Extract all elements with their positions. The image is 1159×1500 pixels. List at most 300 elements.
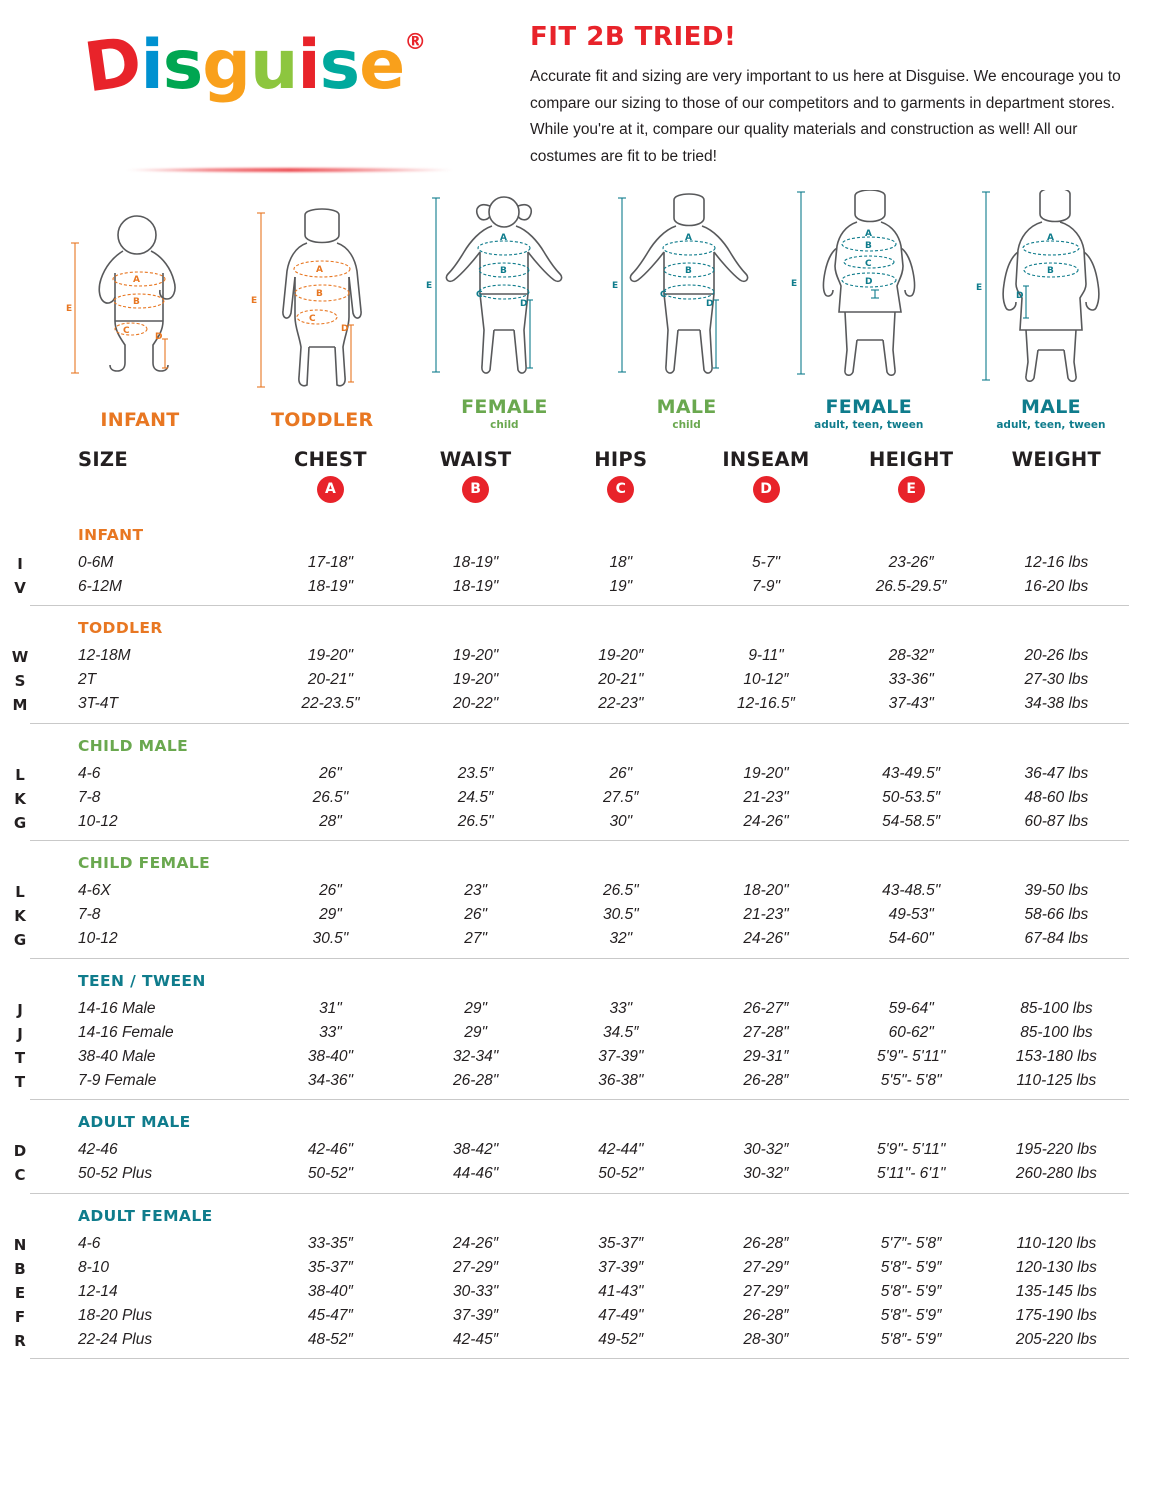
cell-chest: 26.5" bbox=[312, 788, 349, 806]
table-row bbox=[30, 1304, 1129, 1328]
svg-text:E: E bbox=[66, 303, 73, 314]
cell-weight: 85-100 lbs bbox=[1020, 999, 1093, 1017]
cell-waist: 26.5" bbox=[457, 812, 494, 830]
female-child-diagram bbox=[424, 190, 584, 390]
cell-waist: 19-20" bbox=[453, 647, 499, 665]
cell-size: 0-6M bbox=[78, 553, 114, 571]
figure-toddler bbox=[242, 203, 402, 431]
cell-inseam: 21-23" bbox=[743, 788, 789, 806]
cell-waist: 27-29″ bbox=[453, 1258, 499, 1276]
cell-chest: 30.5" bbox=[312, 930, 349, 948]
cell-hips: 22-23" bbox=[598, 695, 644, 713]
cell-size: 7-9 Female bbox=[78, 1071, 157, 1089]
margin-letter: R bbox=[14, 1331, 26, 1350]
cell-hips: 26.5" bbox=[602, 882, 639, 900]
cell-height: 5'11"- 6'1" bbox=[877, 1165, 946, 1183]
svg-text:A: A bbox=[133, 274, 140, 285]
badge-cell-e bbox=[839, 475, 984, 513]
group-divider bbox=[30, 951, 1129, 958]
margin-letter: E bbox=[14, 1283, 26, 1302]
badge-e: E bbox=[898, 476, 925, 503]
cell-weight: 135-145 lbs bbox=[1015, 1282, 1097, 1300]
cell-chest: 28" bbox=[319, 812, 342, 830]
cell-size: 42-46 bbox=[78, 1141, 118, 1159]
cell-hips: 18" bbox=[609, 553, 633, 571]
cell-size: 8-10 bbox=[78, 1258, 110, 1276]
margin-letter: K bbox=[14, 907, 26, 926]
logo-letter-s: s bbox=[162, 26, 203, 105]
cell-inseam: 5-7" bbox=[752, 553, 780, 571]
cell-weight: 67-84 lbs bbox=[1024, 930, 1089, 948]
table-row bbox=[30, 762, 1129, 786]
cell-inseam: 19-20" bbox=[743, 764, 789, 782]
cell-height: 54-58.5″ bbox=[882, 812, 941, 830]
column-header-hips: HIPS bbox=[594, 447, 648, 471]
cell-inseam: 26-28″ bbox=[743, 1306, 789, 1324]
cell-inseam: 18-20" bbox=[743, 882, 789, 900]
female-child-body-svg bbox=[424, 190, 584, 390]
cell-height: 5'8″- 5'9″ bbox=[880, 1330, 942, 1348]
cell-waist: 24.5″ bbox=[457, 788, 494, 806]
table-row bbox=[30, 551, 1129, 575]
size-chart-body bbox=[30, 513, 1129, 1359]
cell-height: 33-36" bbox=[888, 671, 934, 689]
table-row bbox=[30, 692, 1129, 716]
cell-height: 5'7″- 5'8″ bbox=[880, 1234, 942, 1252]
cell-chest: 17-18" bbox=[307, 553, 354, 571]
cell-weight: 20-26 lbs bbox=[1024, 647, 1089, 665]
male-child-diagram bbox=[612, 190, 762, 390]
group-header-label: TODDLER bbox=[78, 619, 163, 638]
cell-weight: 27-30 lbs bbox=[1024, 671, 1089, 689]
svg-text:B: B bbox=[133, 296, 140, 307]
svg-text:D: D bbox=[155, 331, 163, 342]
male-adult-diagram bbox=[976, 190, 1126, 390]
cell-waist: 42-45″ bbox=[453, 1330, 499, 1348]
group-header-label: ADULT MALE bbox=[78, 1113, 191, 1132]
cell-height: 5'5"- 5'8" bbox=[880, 1071, 942, 1089]
cell-weight: 110-120 lbs bbox=[1016, 1234, 1097, 1252]
cell-hips: 32" bbox=[609, 930, 633, 948]
svg-text:C: C bbox=[659, 289, 667, 300]
cell-height: 5'8"- 5'9″ bbox=[880, 1282, 942, 1300]
cell-hips: 47-49" bbox=[598, 1306, 644, 1324]
male-child-body-svg bbox=[612, 190, 762, 390]
cell-inseam: 24-26" bbox=[743, 812, 789, 830]
svg-text:C: C bbox=[864, 258, 872, 269]
cell-height: 5'9"- 5'11" bbox=[877, 1047, 946, 1065]
group-divider bbox=[30, 1093, 1129, 1100]
group-header-row bbox=[30, 513, 1129, 551]
cell-inseam: 29-31″ bbox=[743, 1047, 789, 1065]
cell-height: 5'8"- 5'9″ bbox=[880, 1306, 942, 1324]
margin-letter: I bbox=[17, 554, 23, 573]
cell-hips: 37-39″ bbox=[598, 1258, 644, 1276]
cell-size: 4-6X bbox=[78, 882, 111, 900]
group-header-row bbox=[30, 606, 1129, 645]
intro-block bbox=[530, 18, 1129, 171]
margin-letter: D bbox=[13, 1142, 27, 1161]
table-row bbox=[30, 1328, 1129, 1352]
cell-hips: 19-20″ bbox=[598, 647, 644, 665]
table-row bbox=[30, 786, 1129, 810]
svg-text:B: B bbox=[500, 265, 508, 276]
cell-waist: 37-39″ bbox=[453, 1306, 499, 1324]
svg-text:A: A bbox=[864, 228, 872, 239]
cell-weight: 205-220 lbs bbox=[1015, 1330, 1097, 1348]
table-row bbox=[30, 1045, 1129, 1069]
male-adult-body-svg bbox=[976, 190, 1126, 390]
cell-chest: 45-47″ bbox=[307, 1306, 353, 1324]
cell-height: 5'9"- 5'11" bbox=[877, 1141, 946, 1159]
cell-inseam: 7-9" bbox=[752, 577, 780, 595]
margin-letter: L bbox=[15, 765, 25, 784]
svg-text:B: B bbox=[684, 265, 692, 276]
table-row bbox=[30, 1256, 1129, 1280]
cell-waist: 26-28" bbox=[453, 1071, 499, 1089]
svg-text:D: D bbox=[1015, 290, 1024, 301]
cell-size: 22-24 Plus bbox=[78, 1330, 153, 1348]
column-header-chest: CHEST bbox=[294, 447, 367, 471]
margin-letter: J bbox=[17, 1024, 23, 1043]
badge-cell-a bbox=[258, 475, 403, 513]
cell-chest: 38-40″ bbox=[307, 1282, 353, 1300]
svg-text:A: A bbox=[316, 264, 324, 275]
cell-chest: 20-21" bbox=[307, 671, 354, 689]
cell-chest: 29" bbox=[319, 906, 342, 924]
cell-hips: 27.5″ bbox=[602, 788, 639, 806]
group-divider-line bbox=[30, 599, 1129, 606]
infant-body-svg bbox=[65, 213, 215, 403]
figure-female-child bbox=[424, 190, 584, 431]
figure-sub-female-adult: adult, teen, tween bbox=[814, 418, 924, 431]
cell-size: 14-16 Male bbox=[78, 999, 156, 1017]
cell-weight: 16-20 lbs bbox=[1024, 577, 1089, 595]
table-row bbox=[30, 1069, 1129, 1093]
measurement-badge-row bbox=[30, 475, 1129, 513]
cell-inseam: 30-32″ bbox=[743, 1141, 789, 1159]
table-row bbox=[30, 810, 1129, 834]
cell-size: 10-12 bbox=[78, 812, 118, 830]
cell-chest: 42-46" bbox=[307, 1141, 354, 1159]
cell-waist: 23.5″ bbox=[457, 764, 494, 782]
cell-hips: 37-39" bbox=[598, 1047, 644, 1065]
table-row bbox=[30, 668, 1129, 692]
cell-height: 37-43" bbox=[888, 695, 934, 713]
badge-cell-c bbox=[548, 475, 693, 513]
figure-label-male-child: MALE bbox=[656, 395, 717, 418]
cell-size: 4-6 bbox=[78, 1234, 101, 1252]
cell-size: 3T-4T bbox=[78, 695, 118, 713]
cell-chest: 26" bbox=[319, 764, 342, 782]
svg-text:A: A bbox=[684, 232, 692, 243]
svg-text:A: A bbox=[500, 232, 508, 243]
cell-chest: 50-52" bbox=[307, 1165, 354, 1183]
column-header-inseam: INSEAM bbox=[722, 447, 810, 471]
cell-height: 43-49.5″ bbox=[882, 764, 941, 782]
cell-weight: 36-47 lbs bbox=[1024, 764, 1089, 782]
table-row bbox=[30, 575, 1129, 599]
margin-letter: V bbox=[14, 578, 26, 597]
cell-height: 59-64" bbox=[888, 999, 934, 1017]
cell-hips: 26" bbox=[609, 764, 633, 782]
table-row bbox=[30, 1021, 1129, 1045]
cell-waist: 38-42" bbox=[453, 1141, 499, 1159]
cell-waist: 44-46" bbox=[453, 1165, 499, 1183]
group-divider-line bbox=[30, 716, 1129, 723]
cell-waist: 27" bbox=[464, 930, 487, 948]
size-chart-table bbox=[30, 447, 1129, 1360]
table-row bbox=[30, 1138, 1129, 1162]
cell-weight: 260-280 lbs bbox=[1015, 1165, 1097, 1183]
cell-chest: 38-40" bbox=[307, 1047, 354, 1065]
badge-cell-empty bbox=[984, 475, 1129, 513]
figure-label-toddler: TODDLER bbox=[270, 408, 374, 431]
table-row bbox=[30, 1162, 1129, 1186]
figure-row bbox=[0, 171, 1159, 431]
svg-text:C: C bbox=[476, 289, 483, 300]
group-divider bbox=[30, 1352, 1129, 1359]
toddler-body-svg bbox=[247, 207, 397, 403]
cell-weight: 48-60 lbs bbox=[1024, 788, 1089, 806]
margin-letter: J bbox=[17, 1000, 23, 1019]
table-row bbox=[30, 879, 1129, 903]
cell-inseam: 28-30″ bbox=[743, 1330, 789, 1348]
cell-hips: 36-38" bbox=[598, 1071, 644, 1089]
cell-height: 50-53.5″ bbox=[882, 788, 941, 806]
svg-text:C: C bbox=[309, 313, 316, 324]
table-row bbox=[30, 1232, 1129, 1256]
margin-letter: K bbox=[14, 789, 26, 808]
group-header-row bbox=[30, 958, 1129, 997]
group-divider-line bbox=[30, 834, 1129, 841]
table-row bbox=[30, 927, 1129, 951]
cell-inseam: 10-12″ bbox=[743, 671, 789, 689]
cell-height: 28-32″ bbox=[888, 647, 934, 665]
cell-size: 12-18M bbox=[78, 647, 131, 665]
badge-d: D bbox=[753, 476, 780, 503]
svg-text:E: E bbox=[611, 280, 618, 291]
figure-label-female-child: FEMALE bbox=[461, 395, 548, 418]
logo-letter-i: i bbox=[140, 26, 163, 105]
cell-weight: 39-50 lbs bbox=[1024, 882, 1089, 900]
logo-letter-g: g bbox=[202, 26, 250, 105]
cell-chest: 33-35″ bbox=[307, 1234, 353, 1252]
cell-inseam: 12-16.5″ bbox=[736, 695, 796, 713]
cell-weight: 60-87 lbs bbox=[1024, 812, 1089, 830]
cell-weight: 153-180 lbs bbox=[1015, 1047, 1097, 1065]
cell-waist: 29" bbox=[464, 999, 487, 1017]
cell-waist: 26" bbox=[464, 906, 487, 924]
group-header-row bbox=[30, 723, 1129, 762]
group-header-label: TEEN / TWEEN bbox=[78, 971, 206, 990]
cell-inseam: 27-29″ bbox=[743, 1282, 789, 1300]
brand-logo bbox=[30, 18, 530, 171]
cell-height: 49-53" bbox=[888, 906, 934, 924]
cell-height: 60-62" bbox=[888, 1023, 934, 1041]
size-chart-region bbox=[0, 431, 1159, 1360]
cell-chest: 18-19" bbox=[307, 577, 354, 595]
svg-text:B: B bbox=[864, 240, 872, 251]
page-header bbox=[0, 0, 1159, 171]
cell-weight: 34-38 lbs bbox=[1024, 695, 1089, 713]
group-divider bbox=[30, 1186, 1129, 1193]
cell-size: 7-8 bbox=[78, 906, 101, 924]
margin-letter: T bbox=[14, 1048, 26, 1067]
cell-chest: 22-23.5" bbox=[301, 695, 360, 713]
column-header-size: SIZE bbox=[78, 447, 128, 471]
logo-letter-d: D bbox=[79, 22, 146, 109]
margin-letter: B bbox=[14, 1259, 26, 1278]
cell-chest: 33" bbox=[319, 1023, 342, 1041]
cell-size: 6-12M bbox=[78, 577, 122, 595]
svg-text:D: D bbox=[864, 276, 873, 287]
cell-hips: 35-37″ bbox=[598, 1234, 644, 1252]
cell-height: 54-60" bbox=[888, 930, 934, 948]
group-divider-line bbox=[30, 951, 1129, 958]
logo-swoosh-decoration bbox=[125, 168, 455, 172]
cell-waist: 29" bbox=[464, 1023, 487, 1041]
figure-sub-male-adult: adult, teen, tween bbox=[996, 418, 1106, 431]
column-header-weight: WEIGHT bbox=[1011, 447, 1102, 471]
cell-waist: 23" bbox=[464, 882, 487, 900]
margin-letter: C bbox=[14, 1166, 26, 1185]
cell-size: 38-40 Male bbox=[78, 1047, 156, 1065]
svg-text:D: D bbox=[705, 298, 714, 309]
group-header-row bbox=[30, 1100, 1129, 1139]
cell-waist: 18-19" bbox=[453, 577, 499, 595]
svg-text:E: E bbox=[975, 282, 983, 293]
badge-c: C bbox=[607, 476, 634, 503]
margin-letter: N bbox=[13, 1235, 27, 1254]
logo-letter-s2: s bbox=[319, 26, 360, 105]
cell-inseam: 24-26" bbox=[743, 930, 789, 948]
cell-size: 18-20 Plus bbox=[78, 1306, 153, 1324]
svg-text:D: D bbox=[520, 298, 528, 309]
cell-hips: 19" bbox=[609, 577, 633, 595]
cell-size: 50-52 Plus bbox=[78, 1165, 153, 1183]
logo-letter-i2: i bbox=[297, 26, 320, 105]
toddler-diagram bbox=[247, 203, 397, 403]
group-header-label: INFANT bbox=[78, 525, 144, 544]
cell-inseam: 21-23" bbox=[743, 906, 789, 924]
badge-spacer bbox=[30, 475, 258, 513]
cell-waist: 30-33" bbox=[453, 1282, 499, 1300]
svg-text:E: E bbox=[790, 278, 797, 289]
cell-hips: 30" bbox=[609, 812, 633, 830]
column-header-waist: WAIST bbox=[439, 447, 512, 471]
cell-hips: 33" bbox=[609, 999, 633, 1017]
group-header-label: ADULT FEMALE bbox=[78, 1206, 213, 1225]
cell-inseam: 27-28" bbox=[743, 1023, 789, 1041]
figure-label-male-adult: MALE bbox=[1020, 395, 1081, 418]
cell-waist: 19-20" bbox=[453, 671, 499, 689]
female-adult-diagram bbox=[789, 190, 949, 390]
cell-weight: 120-130 lbs bbox=[1015, 1258, 1097, 1276]
margin-letter: T bbox=[14, 1072, 26, 1091]
table-row bbox=[30, 1280, 1129, 1304]
cell-height: 43-48.5" bbox=[882, 882, 941, 900]
margin-letter: G bbox=[13, 813, 27, 832]
cell-weight: 195-220 lbs bbox=[1015, 1141, 1097, 1159]
intro-title: FIT 2B TRIED! bbox=[530, 22, 737, 52]
margin-letter: S bbox=[14, 672, 26, 691]
svg-text:D: D bbox=[341, 323, 349, 334]
cell-chest: 31" bbox=[319, 999, 342, 1017]
cell-inseam: 26-28″ bbox=[743, 1234, 789, 1252]
cell-inseam: 26-28″ bbox=[743, 1071, 789, 1089]
figure-label-female-adult: FEMALE bbox=[825, 395, 912, 418]
size-chart-head bbox=[30, 447, 1129, 513]
svg-text:A: A bbox=[1046, 232, 1054, 243]
cell-inseam: 9-11" bbox=[748, 647, 784, 665]
infant-diagram bbox=[65, 203, 215, 403]
group-header-label: CHILD FEMALE bbox=[78, 854, 211, 873]
group-divider-line bbox=[30, 1186, 1129, 1193]
cell-chest: 26" bbox=[319, 882, 342, 900]
cell-chest: 35-37″ bbox=[307, 1258, 353, 1276]
figure-sub-male-child: child bbox=[672, 418, 701, 431]
margin-letter: G bbox=[13, 931, 27, 950]
figure-male-adult bbox=[971, 190, 1131, 431]
intro-body: Accurate fit and sizing are very important to us here at Disguise. We encourage you to compare our sizing to those of our competitors and to garments in department stores. While you're at it, compare our quality materials and construction as well! All our costumes are fit to be tried! bbox=[530, 68, 1121, 165]
cell-size: 7-8 bbox=[78, 788, 101, 806]
column-header-height: HEIGHT bbox=[869, 447, 954, 471]
cell-size: 4-6 bbox=[78, 764, 101, 782]
svg-text:B: B bbox=[316, 288, 324, 299]
cell-waist: 18-19" bbox=[453, 553, 499, 571]
cell-size: 12-14 bbox=[78, 1282, 118, 1300]
cell-weight: 110-125 lbs bbox=[1016, 1071, 1097, 1089]
figure-label-infant: INFANT bbox=[100, 408, 180, 431]
cell-weight: 175-190 lbs bbox=[1015, 1306, 1097, 1324]
cell-inseam: 26-27″ bbox=[743, 999, 789, 1017]
group-header-label: CHILD MALE bbox=[78, 736, 189, 755]
badge-a: A bbox=[317, 476, 344, 503]
cell-height: 23-26″ bbox=[888, 553, 934, 571]
badge-b: B bbox=[462, 476, 489, 503]
cell-waist: 20-22" bbox=[453, 695, 499, 713]
cell-height: 26.5-29.5″ bbox=[875, 577, 947, 595]
table-row bbox=[30, 644, 1129, 668]
badge-cell-b bbox=[403, 475, 548, 513]
svg-text:B: B bbox=[1046, 265, 1054, 276]
group-header-row bbox=[30, 841, 1129, 880]
cell-size: 14-16 Female bbox=[78, 1023, 174, 1041]
badge-cell-d bbox=[693, 475, 838, 513]
group-divider-line bbox=[30, 1093, 1129, 1100]
cell-waist: 32-34" bbox=[453, 1047, 499, 1065]
cell-size: 2T bbox=[78, 671, 97, 689]
figure-sub-female-child: child bbox=[490, 418, 519, 431]
logo-letter-e: e bbox=[359, 26, 405, 105]
column-header-row bbox=[30, 447, 1129, 475]
cell-hips: 49-52″ bbox=[598, 1330, 644, 1348]
group-divider-line bbox=[30, 1352, 1129, 1359]
cell-weight: 58-66 lbs bbox=[1024, 906, 1089, 924]
logo-wordmark bbox=[79, 22, 530, 109]
svg-text:C: C bbox=[123, 325, 130, 336]
margin-letter: L bbox=[15, 883, 25, 902]
cell-chest: 34-36" bbox=[307, 1071, 354, 1089]
cell-hips: 50-52" bbox=[598, 1165, 644, 1183]
svg-text:E: E bbox=[251, 295, 258, 306]
female-adult-body-svg bbox=[789, 190, 949, 390]
cell-hips: 42-44" bbox=[598, 1141, 644, 1159]
margin-letter: W bbox=[11, 648, 29, 667]
figure-female-adult bbox=[789, 190, 949, 431]
cell-inseam: 30-32″ bbox=[743, 1165, 789, 1183]
